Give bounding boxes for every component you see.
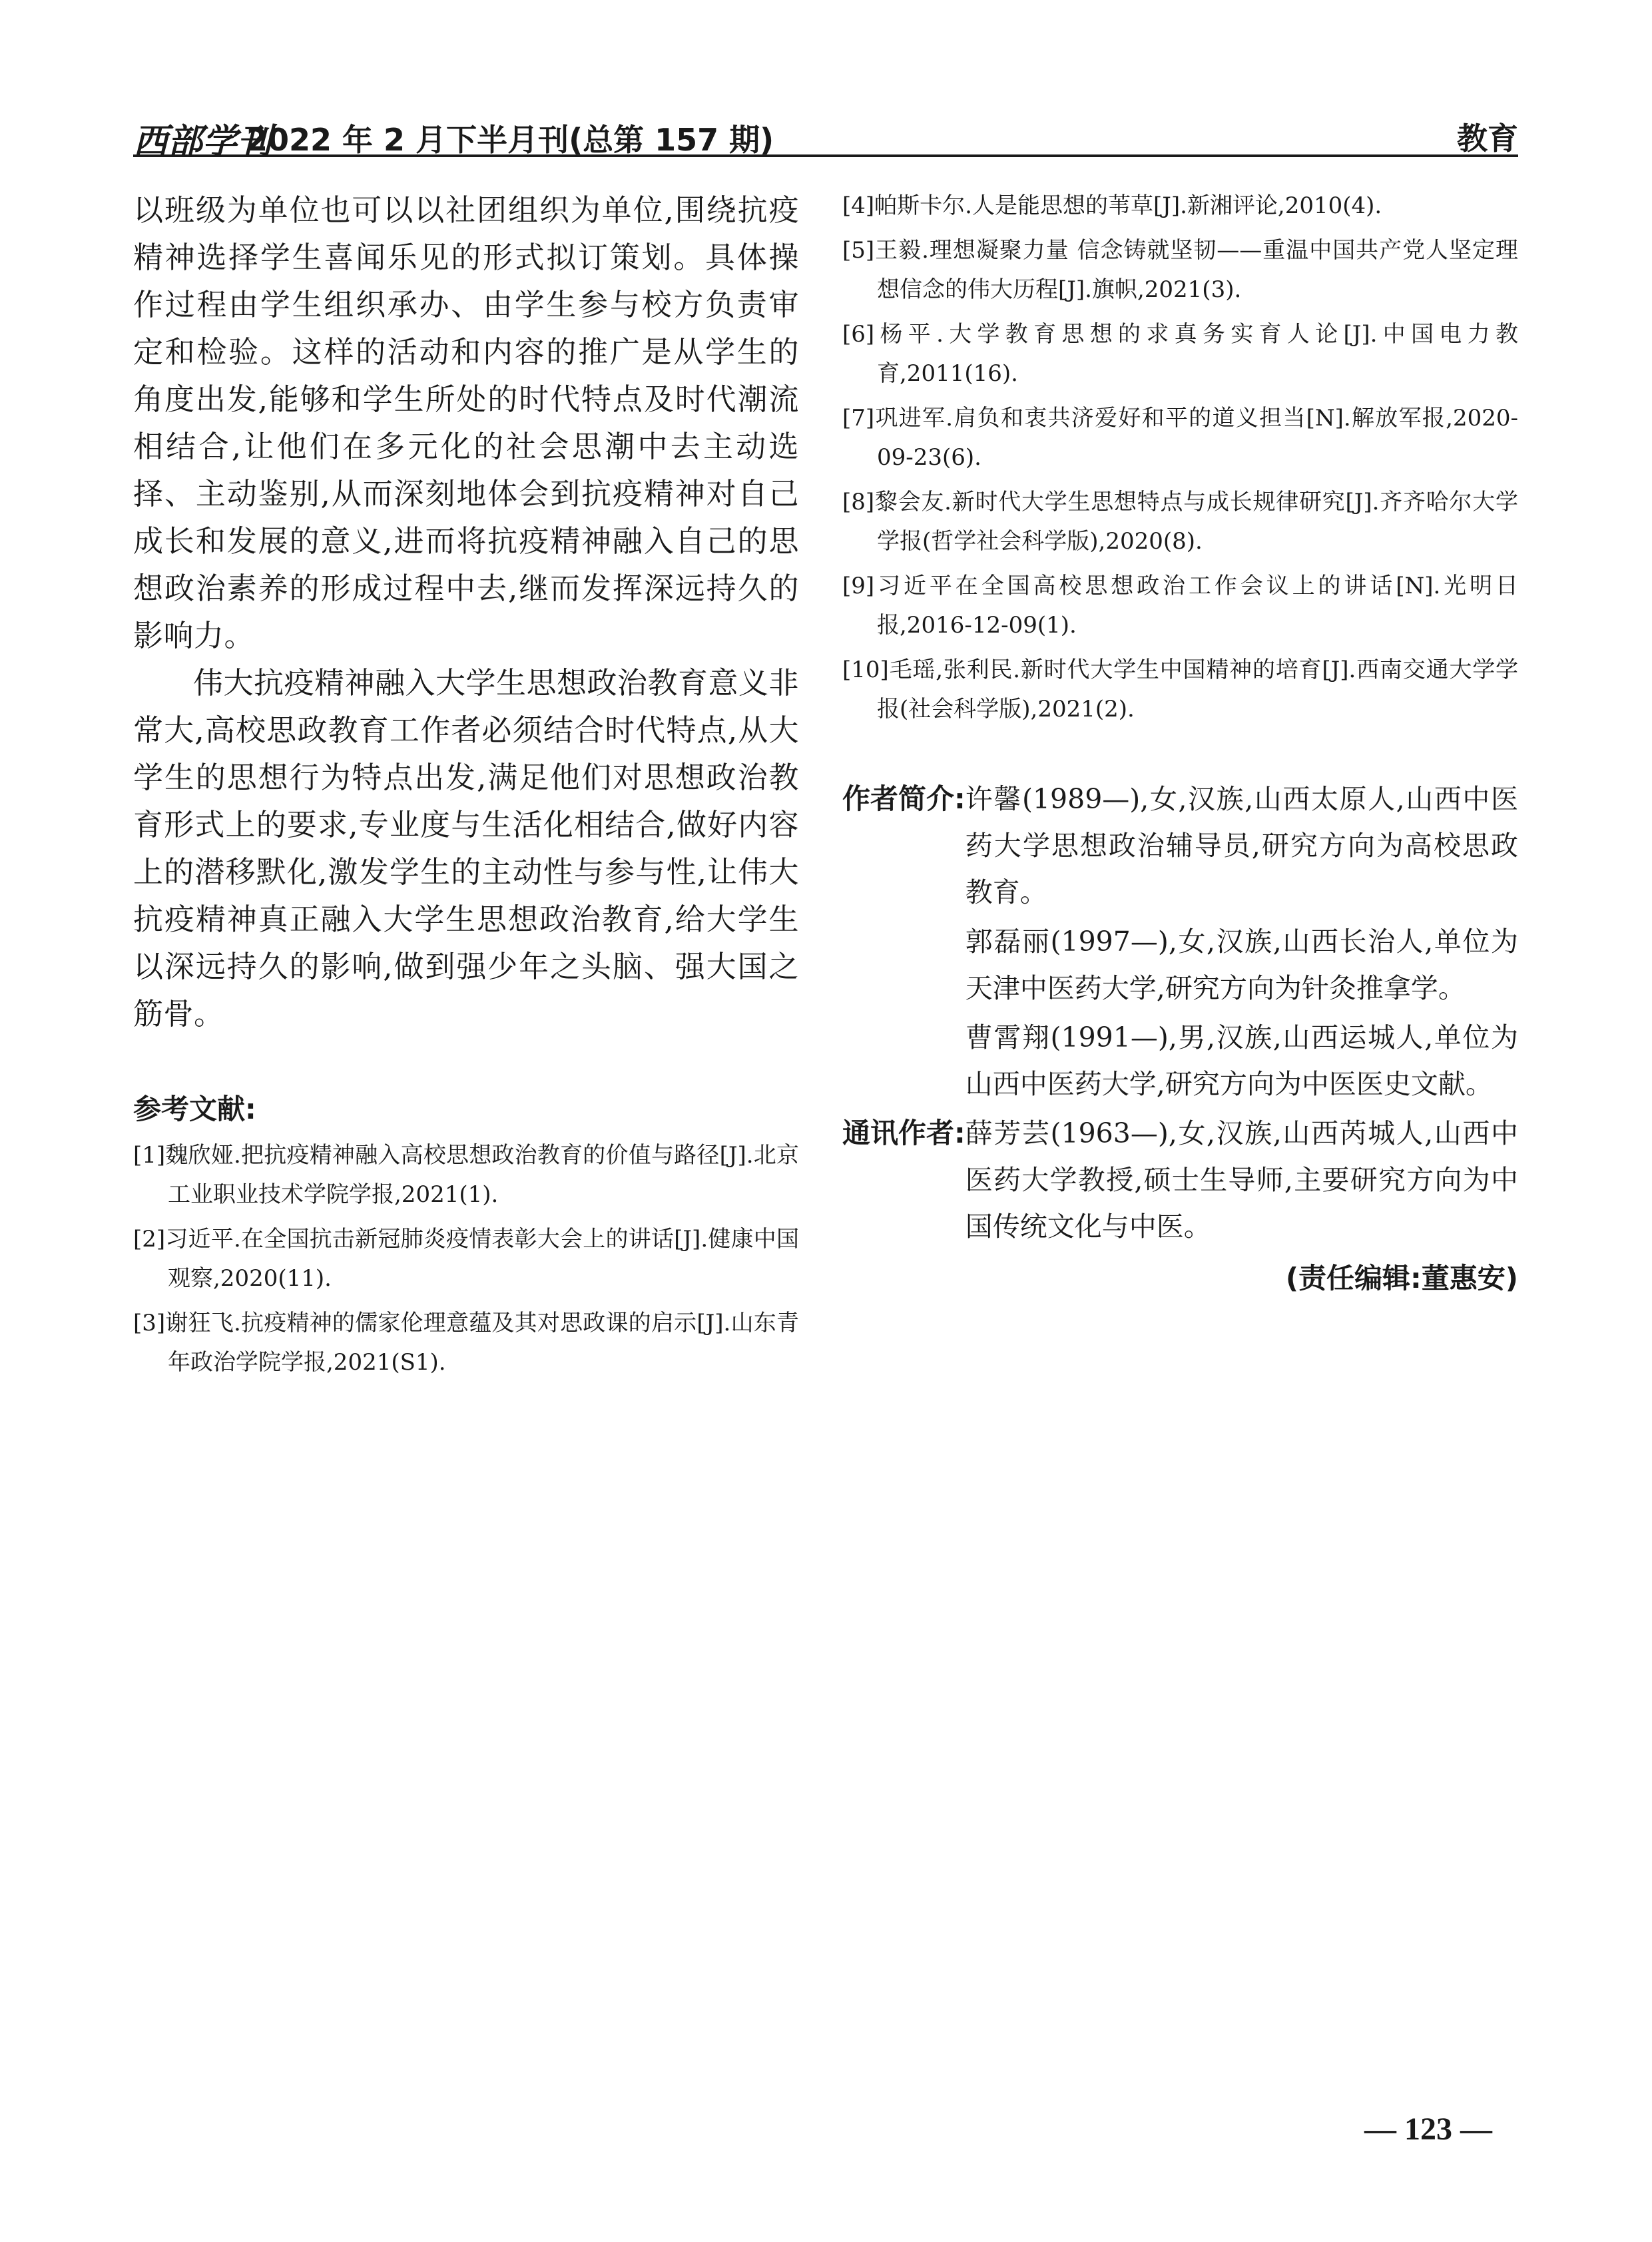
section-tag: 教育 <box>1457 121 1518 156</box>
reference-item: [5]王毅.理想凝聚力量 信念铸就坚韧——重温中国共产党人坚定理想信念的伟大历程[J].旗帜,2021(3). <box>842 237 1518 303</box>
author-bio-row <box>842 776 1518 1110</box>
references-list <box>133 1136 799 1382</box>
author-bio-content <box>965 776 1518 1110</box>
body-paragraph: 伟大抗疫精神融入大学生思想政治教育意义非常大,高校思政教育工作者必须结合时代特点,从大学生的思想行为特点出发,满足他们对思想政治教育形式上的要求,专业度与生活化相结合,做好内容上的潜移默化,激发学生的主动性与参与性,让伟大抗疫精神真正融入大学生思想政治教育,给大学生以深远持久的影响,做到强少年之头脑、强大国之筋骨。 <box>133 665 800 1031</box>
running-header <box>133 113 1518 162</box>
reference-item: [2]习近平.在全国抗击新冠肺炎疫情表彰大会上的讲话[J].健康中国观察,2020(11). <box>133 1226 799 1292</box>
reference-item: [4]帕斯卡尔.人是能思想的苇草[J].新湘评论,2010(4). <box>842 192 1382 219</box>
corresponding-author-row <box>842 1110 1518 1253</box>
author-info <box>842 776 1518 1302</box>
reference-item: [3]谢狂飞.抗疫精神的儒家伦理意蕴及其对思政课的启示[J].山东青年政治学院学报,2021(S1). <box>133 1310 799 1376</box>
journal-name: 西部学刊 <box>133 121 272 162</box>
references-list-continued <box>842 186 1518 729</box>
corresponding-author-bio: 薛芳芸(1963—),女,汉族,山西芮城人,山西中医药大学教授,硕士生导师,主要研究方向为中国传统文化与中医。 <box>965 1117 1518 1243</box>
body-paragraph: 以班级为单位也可以以社团组织为单位,围绕抗疫精神选择学生喜闻乐见的形式拟订策划。具体操作过程由学生组织承办、由学生参与校方负责审定和检验。这样的活动和内容的推广是从学生的角度出发,能够和学生所处的时代特点及时代潮流相结合,让他们在多元化的社会思潮中去主动选择、主动鉴别,从而深刻地体会到抗疫精神对自己成长和发展的意义,进而将抗疫精神融入自己的思想政治素养的形成过程中去,继而发挥深远持久的影响力。 <box>133 192 799 653</box>
author-bio: 许馨(1989—),女,汉族,山西太原人,山西中医药大学思想政治辅导员,研究方向为高校思政教育。 <box>965 783 1518 908</box>
left-column <box>133 186 799 1388</box>
reference-item: [6]杨平.大学教育思想的求真务实育人论[J].中国电力教育,2011(16). <box>842 321 1518 387</box>
references-title: 参考文献: <box>133 1093 256 1125</box>
corresponding-label: 通讯作者: <box>842 1117 965 1149</box>
issue-info: 2022 年 2 月下半月刊(总第 157 期) <box>246 122 774 158</box>
responsible-editor: (责任编辑:董惠安) <box>1285 1262 1518 1294</box>
corresponding-content <box>965 1110 1518 1253</box>
right-column <box>842 186 1518 1302</box>
reference-item: [9]习近平在全国高校思想政治工作会议上的讲话[N].光明日报,2016-12-09(1). <box>842 573 1518 639</box>
author-bio: 曹霄翔(1991—),男,汉族,山西运城人,单位为山西中医药大学,研究方向为中医医史文献。 <box>965 1021 1518 1100</box>
reference-item: [10]毛瑶,张利民.新时代大学生中国精神的培育[J].西南交通大学学报(社会科学版),2021(2). <box>842 657 1518 722</box>
reference-item: [8]黎会友.新时代大学生思想特点与成长规律研究[J].齐齐哈尔大学学报(哲学社会科学版),2020(8). <box>842 489 1518 555</box>
author-label: 作者简介: <box>842 782 965 815</box>
reference-item: [1]魏欣娅.把抗疫精神融入高校思想政治教育的价值与路径[J].北京工业职业技术学院学报,2021(1). <box>133 1142 799 1208</box>
reference-item: [7]巩进军.肩负和衷共济爱好和平的道义担当[N].解放军报,2020-09-23(6). <box>842 405 1518 471</box>
page-number: — 123 — <box>1364 2111 1492 2147</box>
author-bio: 郭磊丽(1997—),女,汉族,山西长治人,单位为天津中医药大学,研究方向为针灸推拿学。 <box>965 926 1518 1004</box>
